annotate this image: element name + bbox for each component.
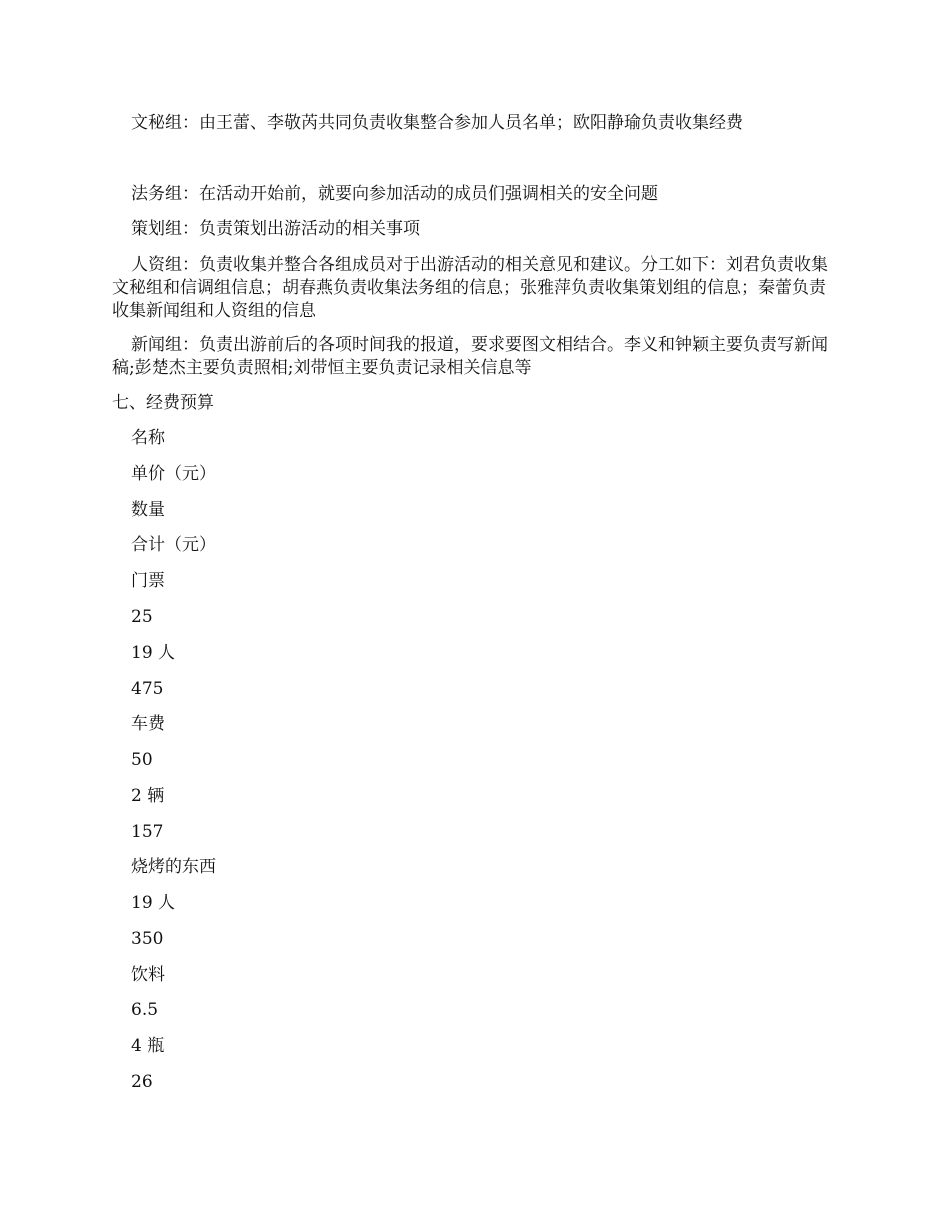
budget-header-quantity: 数量 [131, 500, 165, 520]
budget-row-bbq-total: 350 [131, 929, 164, 949]
budget-row-bbq-quantity: 19 人 [131, 893, 176, 913]
budget-row-drinks-name: 饮料 [131, 965, 165, 985]
budget-row-bus-unit-price: 50 [131, 750, 153, 770]
budget-row-ticket-total: 475 [131, 679, 164, 699]
paragraph-fawu-group: 法务组：在活动开始前，就要向参加活动的成员们强调相关的安全问题 [131, 184, 658, 204]
budget-row-bbq-name: 烧烤的东西 [131, 857, 216, 877]
budget-header-name: 名称 [131, 428, 165, 448]
budget-row-drinks-total: 26 [131, 1072, 153, 1092]
budget-row-ticket-name: 门票 [131, 571, 165, 591]
budget-row-drinks-unit-price: 6.5 [131, 1000, 159, 1020]
budget-row-ticket-quantity: 19 人 [131, 643, 176, 663]
budget-row-ticket-unit-price: 25 [131, 607, 153, 627]
budget-row-bus-quantity: 2 辆 [131, 786, 165, 806]
budget-row-bus-total: 157 [131, 822, 164, 842]
budget-header-total: 合计（元） [131, 535, 216, 555]
paragraph-wenmi-group: 文秘组：由王蕾、李敬芮共同负责收集整合参加人员名单；欧阳静瑜负责收集经费 [131, 113, 743, 133]
budget-header-unit-price: 单价（元） [131, 464, 216, 484]
budget-row-bus-name: 车费 [131, 714, 165, 734]
paragraph-renzi-group: 人资组：负责收集并整合各组成员对于出游活动的相关意见和建议。分工如下：刘君负责收集文秘组和信调组信息；胡春燕负责收集法务组的信息；张雅萍负责收集策划组的信息；秦蕾负责收集新闻组和人资组的信息 [112, 255, 828, 321]
budget-heading: 七、经费预算 [112, 393, 214, 413]
paragraph-cehua-group: 策划组：负责策划出游活动的相关事项 [131, 219, 420, 239]
paragraph-xinwen-group: 新闻组：负责出游前后的各项时间我的报道，要求要图文相结合。李义和钟颖主要负责写新闻稿;彭楚杰主要负责照相;刘带恒主要负责记录相关信息等 [112, 335, 828, 378]
budget-row-drinks-quantity: 4 瓶 [131, 1036, 165, 1056]
